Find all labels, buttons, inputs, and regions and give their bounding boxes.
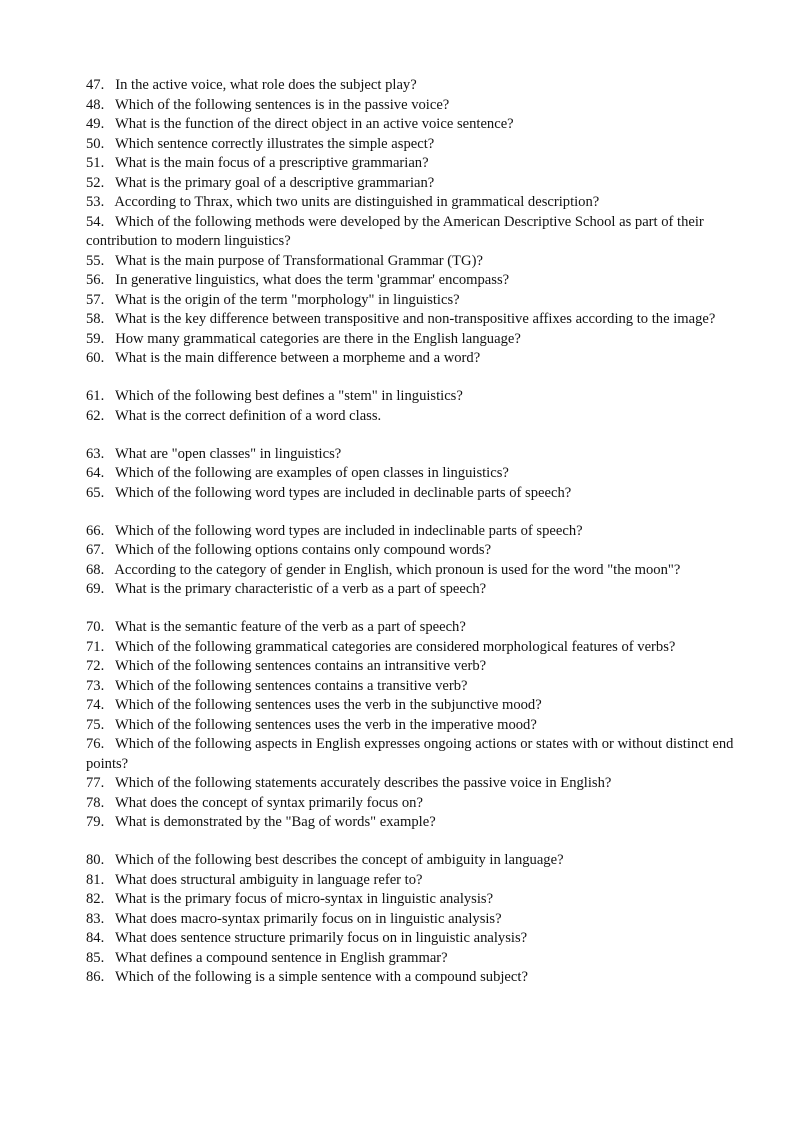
- question-text: Which of the following sentences contains a transitive verb?: [114, 677, 468, 694]
- question-number: 77.: [86, 775, 105, 791]
- question-text: Which of the following sentences contains an intransitive verb?: [114, 658, 487, 674]
- question-number: 80.: [86, 852, 105, 868]
- question-item: [86, 716, 746, 736]
- question-number: 47.: [86, 77, 105, 93]
- question-item: [86, 794, 746, 814]
- question-item: [86, 929, 746, 949]
- question-text: What is the primary focus of micro-syntax in linguistic analysis?: [114, 891, 494, 907]
- question-number: 86.: [86, 969, 105, 985]
- question-item: [86, 252, 746, 272]
- question-item: [86, 851, 746, 871]
- question-item: [86, 387, 746, 407]
- question-text: Which sentence correctly illustrates the simple aspect?: [114, 135, 435, 152]
- question-text: What does macro-syntax primarily focus on in linguistic analysis?: [114, 910, 502, 927]
- question-text: What does sentence structure primarily focus on in linguistic analysis?: [114, 930, 528, 946]
- question-number: 65.: [86, 484, 105, 501]
- question-number: 73.: [86, 677, 105, 694]
- question-item: [86, 522, 746, 542]
- question-item: [86, 271, 746, 291]
- question-number: 79.: [86, 814, 105, 830]
- question-text: What is the main focus of a prescriptive grammarian?: [114, 155, 429, 171]
- question-number: 70.: [86, 619, 105, 635]
- question-item: [86, 115, 746, 135]
- question-text: What does structural ambiguity in language refer to?: [114, 871, 423, 888]
- question-number: 57.: [86, 291, 105, 308]
- question-item: [86, 813, 746, 833]
- question-item: [86, 310, 746, 330]
- question-number: 85.: [86, 949, 105, 966]
- question-item: [86, 484, 746, 504]
- question-text: What is the primary characteristic of a verb as a part of speech?: [114, 581, 487, 597]
- question-text: What is the origin of the term "morphology" in linguistics?: [114, 291, 460, 308]
- question-text: What are "open classes" in linguistics?: [114, 445, 342, 462]
- question-list: [86, 76, 746, 988]
- question-text: Which of the following aspects in English expresses ongoing actions or states with or without distinct end points?: [86, 736, 734, 772]
- question-number: 82.: [86, 891, 105, 907]
- question-text: What defines a compound sentence in English grammar?: [114, 949, 448, 966]
- question-item: [86, 910, 746, 930]
- question-item: [86, 618, 746, 638]
- question-text: Which of the following sentences uses the verb in the imperative mood?: [114, 716, 537, 733]
- question-number: 52.: [86, 174, 105, 191]
- question-item: [86, 154, 746, 174]
- question-item: [86, 76, 746, 96]
- question-number: 50.: [86, 135, 105, 152]
- question-number: 71.: [86, 638, 105, 655]
- question-number: 81.: [86, 871, 105, 888]
- question-number: 49.: [86, 116, 105, 132]
- question-item: [86, 735, 746, 774]
- question-text: Which of the following are examples of open classes in linguistics?: [114, 465, 509, 481]
- question-item: [86, 330, 746, 350]
- question-number: 75.: [86, 716, 105, 733]
- question-number: 51.: [86, 155, 105, 171]
- question-text: Which of the following best describes the concept of ambiguity in language?: [114, 852, 564, 868]
- question-item: [86, 541, 746, 561]
- question-text: According to Thrax, which two units are distinguished in grammatical description?: [114, 194, 600, 210]
- question-item: [86, 445, 746, 465]
- question-text: Which of the following methods were developed by the American Descriptive School as part of their contribution to modern linguistics?: [86, 213, 704, 249]
- question-item: [86, 135, 746, 155]
- question-text: In the active voice, what role does the subject play?: [115, 77, 417, 93]
- question-number: 84.: [86, 930, 105, 946]
- question-text: What is the semantic feature of the verb as a part of speech?: [114, 619, 466, 635]
- question-text: What does the concept of syntax primarily focus on?: [114, 794, 423, 811]
- question-text: What is the key difference between transpositive and non-transpositive affixes according to the image?: [114, 311, 716, 327]
- question-text: Which of the following is a simple sentence with a compound subject?: [114, 969, 528, 985]
- question-text: According to the category of gender in English, which pronoun is used for the word "the moon"?: [114, 561, 681, 578]
- question-item: [86, 871, 746, 891]
- question-text: Which of the following word types are included in declinable parts of speech?: [114, 484, 572, 501]
- question-item: [86, 696, 746, 716]
- question-text: What is the function of the direct object in an active voice sentence?: [114, 116, 514, 132]
- question-item: [86, 580, 746, 600]
- question-item: [86, 174, 746, 194]
- question-number: 83.: [86, 910, 105, 927]
- question-text: What is the main purpose of Transformational Grammar (TG)?: [114, 252, 483, 269]
- question-number: 48.: [86, 96, 105, 113]
- question-text: What is the primary goal of a descriptive grammarian?: [114, 174, 435, 191]
- question-item: [86, 407, 746, 427]
- question-number: 54.: [86, 213, 105, 230]
- question-item: [86, 561, 746, 581]
- question-item: [86, 213, 746, 252]
- question-item: [86, 677, 746, 697]
- question-number: 53.: [86, 194, 105, 210]
- question-number: 56.: [86, 272, 105, 288]
- question-item: [86, 638, 746, 658]
- question-text: Which of the following sentences is in the passive voice?: [114, 96, 450, 113]
- question-number: 69.: [86, 581, 105, 597]
- question-text: What is the correct definition of a word class.: [114, 407, 382, 424]
- question-text: What is the main difference between a morpheme and a word?: [114, 350, 481, 366]
- question-text: Which of the following options contains only compound words?: [114, 542, 492, 558]
- question-number: 58.: [86, 311, 105, 327]
- question-number: 68.: [86, 561, 105, 578]
- question-number: 63.: [86, 445, 105, 462]
- question-item: [86, 193, 746, 213]
- question-text: Which of the following sentences uses the verb in the subjunctive mood?: [114, 697, 542, 713]
- question-text: Which of the following statements accurately describes the passive voice in English?: [114, 775, 612, 791]
- question-number: 66.: [86, 522, 105, 539]
- question-text: How many grammatical categories are there in the English language?: [115, 330, 521, 347]
- question-number: 55.: [86, 252, 105, 269]
- question-item: [86, 657, 746, 677]
- question-number: 59.: [86, 330, 105, 347]
- question-number: 60.: [86, 350, 105, 366]
- question-text: Which of the following grammatical categories are considered morphological features of verbs?: [114, 638, 676, 655]
- question-number: 74.: [86, 697, 105, 713]
- question-text: Which of the following best defines a "stem" in linguistics?: [114, 388, 463, 404]
- question-item: [86, 291, 746, 311]
- question-item: [86, 96, 746, 116]
- question-text: In generative linguistics, what does the term 'grammar' encompass?: [115, 272, 510, 288]
- question-item: [86, 890, 746, 910]
- question-number: 62.: [86, 407, 105, 424]
- question-item: [86, 349, 746, 369]
- question-number: 76.: [86, 736, 105, 752]
- question-text: Which of the following word types are included in indeclinable parts of speech?: [114, 522, 583, 539]
- question-number: 61.: [86, 388, 105, 404]
- question-number: 64.: [86, 465, 105, 481]
- question-item: [86, 464, 746, 484]
- question-item: [86, 774, 746, 794]
- question-item: [86, 968, 746, 988]
- question-number: 67.: [86, 542, 105, 558]
- question-number: 78.: [86, 794, 105, 811]
- question-number: 72.: [86, 658, 105, 674]
- question-text: What is demonstrated by the "Bag of words" example?: [114, 814, 436, 830]
- question-item: [86, 949, 746, 969]
